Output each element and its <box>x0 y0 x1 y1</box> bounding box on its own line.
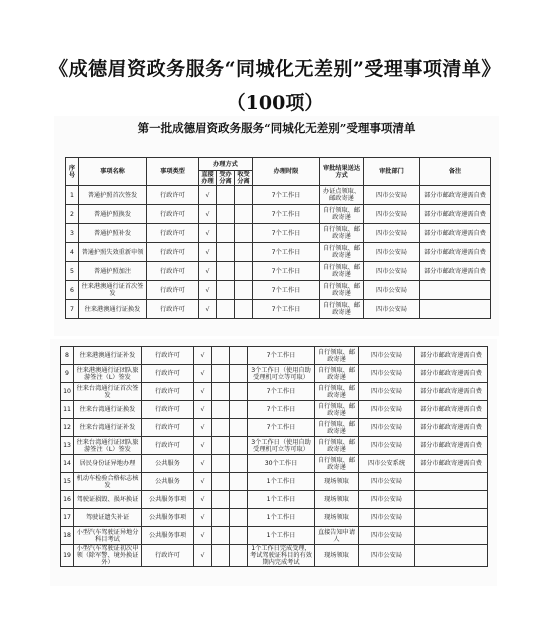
row-proxy-cell <box>212 545 230 567</box>
table-row <box>61 419 488 437</box>
table-row <box>61 455 488 473</box>
row-no: 2 <box>66 205 79 224</box>
table-body-part-1 <box>66 186 491 319</box>
row-department: 四市公安局 <box>359 509 415 527</box>
row-no: 16 <box>61 491 74 509</box>
row-direct-check: √ <box>194 401 212 419</box>
row-proxy-cell <box>217 281 235 300</box>
header-direct: 直接办理 <box>199 171 217 186</box>
row-item-type: 行政许可 <box>147 262 199 281</box>
row-proxy-cell <box>217 300 235 319</box>
row-note <box>415 473 488 491</box>
row-proxy-cell <box>212 383 230 401</box>
row-proxy-cell <box>212 419 230 437</box>
row-collect-cell <box>235 243 253 262</box>
header-name: 事项名称 <box>79 158 147 186</box>
row-item-type: 行政许可 <box>142 383 194 401</box>
row-no: 3 <box>66 224 79 243</box>
row-item-name: 往来台湾通行证团队旅游签注（L）签发 <box>74 437 142 455</box>
page-title: 《成德眉资政务服务“同城化无差别”受理事项清单》 <box>49 58 501 80</box>
row-direct-check: √ <box>194 365 212 383</box>
row-delivery-method: 现场领取 <box>315 509 359 527</box>
row-collect-cell <box>230 491 248 509</box>
row-note: 部分市邮政寄递需自费 <box>420 205 491 224</box>
row-time-limit: 7个工作日 <box>248 347 315 365</box>
row-proxy-cell <box>212 401 230 419</box>
row-item-type: 公共服务事项 <box>142 509 194 527</box>
row-item-name: 普通护照换发 <box>79 205 147 224</box>
row-proxy-cell <box>217 243 235 262</box>
row-department: 四市公安局 <box>359 419 415 437</box>
table-row <box>66 262 491 281</box>
row-note: 部分市邮政寄递需自费 <box>415 383 488 401</box>
row-department: 四市公安系统 <box>359 455 415 473</box>
row-proxy-cell <box>212 473 230 491</box>
row-item-name: 往来台湾通行证补发 <box>74 419 142 437</box>
header-delivery: 审批结果送达方式 <box>320 158 364 186</box>
row-proxy-cell <box>212 437 230 455</box>
row-proxy-cell <box>217 186 235 205</box>
row-direct-check: √ <box>194 545 212 567</box>
row-department: 四市公安局 <box>364 224 420 243</box>
table-row <box>61 509 488 527</box>
row-time-limit: 1个工作日 <box>248 491 315 509</box>
row-time-limit: 7个工作日 <box>253 186 320 205</box>
table-row <box>66 186 491 205</box>
row-collect-cell <box>230 473 248 491</box>
row-delivery-method: 现场领取 <box>315 491 359 509</box>
table-row <box>61 347 488 365</box>
row-item-type: 行政许可 <box>147 224 199 243</box>
table-row <box>61 383 488 401</box>
row-delivery-method: 自行领取、邮政寄递 <box>315 437 359 455</box>
row-delivery-method: 自行领取、邮政寄递 <box>320 243 364 262</box>
row-department: 四市公安局 <box>359 527 415 545</box>
table-row <box>66 281 491 300</box>
row-item-name: 普通护照失效重新申领 <box>79 243 147 262</box>
row-note <box>415 509 488 527</box>
table-row <box>61 491 488 509</box>
row-item-type: 公共服务事项 <box>142 491 194 509</box>
row-proxy-cell <box>212 365 230 383</box>
row-item-name: 往来港澳通行证补发 <box>74 347 142 365</box>
row-direct-check: √ <box>194 455 212 473</box>
row-no: 19 <box>61 545 74 567</box>
row-note: 部分市邮政寄递需自费 <box>415 401 488 419</box>
row-note <box>415 545 488 567</box>
row-time-limit: 3个工作日（使用自助受理机可立等可取） <box>248 437 315 455</box>
row-note: 部分市邮政寄递需自费 <box>420 224 491 243</box>
row-direct-check: √ <box>194 437 212 455</box>
row-no: 17 <box>61 509 74 527</box>
table-title: 第一批成德眉资政务服务“同城化无差别”受理事项清单 <box>137 121 416 135</box>
row-delivery-method: 自行领取、邮政寄递 <box>320 205 364 224</box>
row-item-type: 公共服务 <box>142 473 194 491</box>
row-delivery-method: 现场领取 <box>315 545 359 567</box>
table-row <box>61 437 488 455</box>
header-proxy: 受办分离 <box>217 171 235 186</box>
row-time-limit: 1个工作日 <box>248 509 315 527</box>
row-note: 部分市邮政寄递需自费 <box>415 365 488 383</box>
row-item-type: 行政许可 <box>142 437 194 455</box>
row-time-limit: 7个工作日 <box>253 300 320 319</box>
row-note: 部分市邮政寄递需自费 <box>420 186 491 205</box>
row-department: 四市公安局 <box>359 473 415 491</box>
row-delivery-method: 自行领取、邮政寄递 <box>320 224 364 243</box>
row-department: 四市公安局 <box>364 281 420 300</box>
row-item-type: 公共服务事项 <box>142 527 194 545</box>
row-proxy-cell <box>212 491 230 509</box>
row-collect-cell <box>235 262 253 281</box>
row-department: 四市公安局 <box>359 347 415 365</box>
row-collect-cell <box>235 281 253 300</box>
items-table-part-2 <box>60 346 488 567</box>
row-item-type: 行政许可 <box>147 186 199 205</box>
row-collect-cell <box>230 347 248 365</box>
row-delivery-method: 自行领取、邮政寄递 <box>315 455 359 473</box>
table-body-part-2 <box>61 347 488 567</box>
row-note: 部分市邮政寄递需自费 <box>420 262 491 281</box>
row-collect-cell <box>230 527 248 545</box>
row-item-name: 普通护照首次签发 <box>79 186 147 205</box>
row-item-name: 往来港澳通行证换发 <box>79 300 147 319</box>
row-department: 四市公安局 <box>364 300 420 319</box>
row-no: 5 <box>66 262 79 281</box>
row-delivery-method: 自行领取、邮政寄递 <box>320 300 364 319</box>
row-item-name: 往来台湾通行证换发 <box>74 401 142 419</box>
row-note <box>415 491 488 509</box>
row-direct-check: √ <box>199 205 217 224</box>
items-table-part-1 <box>65 157 491 319</box>
row-delivery-method: 自行领取、邮政寄递 <box>315 347 359 365</box>
row-item-type: 行政许可 <box>142 545 194 567</box>
row-proxy-cell <box>217 205 235 224</box>
row-direct-check: √ <box>194 473 212 491</box>
row-direct-check: √ <box>194 347 212 365</box>
row-department: 四市公安局 <box>364 262 420 281</box>
row-item-name: 驾驶证遗失补证 <box>74 509 142 527</box>
page-subtitle: （100项） <box>226 92 324 114</box>
row-item-name: 驾驶证损毁、损坏换证 <box>74 491 142 509</box>
row-note: 部分市邮政寄递需自费 <box>415 437 488 455</box>
row-proxy-cell <box>212 455 230 473</box>
table-row <box>66 224 491 243</box>
row-collect-cell <box>230 455 248 473</box>
header-method: 办理方式 <box>199 158 253 171</box>
row-collect-cell <box>235 205 253 224</box>
table-row <box>61 527 488 545</box>
row-department: 四市公安局 <box>359 491 415 509</box>
row-time-limit: 30个工作日 <box>248 455 315 473</box>
row-time-limit: 7个工作日 <box>248 401 315 419</box>
row-direct-check: √ <box>194 527 212 545</box>
row-collect-cell <box>230 437 248 455</box>
row-direct-check: √ <box>199 224 217 243</box>
row-delivery-method: 现场领取 <box>315 473 359 491</box>
row-note <box>415 527 488 545</box>
row-direct-check: √ <box>199 243 217 262</box>
row-department: 四市公安局 <box>359 437 415 455</box>
row-time-limit: 7个工作日 <box>248 419 315 437</box>
row-time-limit: 7个工作日 <box>253 224 320 243</box>
row-department: 四市公安局 <box>364 186 420 205</box>
row-item-type: 行政许可 <box>147 281 199 300</box>
row-collect-cell <box>230 545 248 567</box>
row-time-limit: 7个工作日 <box>253 262 320 281</box>
row-delivery-method: 自行领取、邮政寄递 <box>315 383 359 401</box>
row-direct-check: √ <box>194 419 212 437</box>
row-item-type: 行政许可 <box>142 419 194 437</box>
row-delivery-method: 自行领取、邮政寄递 <box>320 281 364 300</box>
row-item-name: 普通护照加注 <box>79 262 147 281</box>
row-department: 四市公安局 <box>364 205 420 224</box>
row-direct-check: √ <box>194 509 212 527</box>
row-delivery-method: 自行领取、邮政寄递 <box>315 401 359 419</box>
row-no: 1 <box>66 186 79 205</box>
table-row <box>61 473 488 491</box>
row-direct-check: √ <box>199 281 217 300</box>
row-time-limit: 7个工作日 <box>253 243 320 262</box>
row-item-type: 行政许可 <box>142 347 194 365</box>
row-time-limit: 1个工作日完成受理，考试驾驶证科目的有效期内完成考试 <box>248 545 315 567</box>
row-direct-check: √ <box>199 300 217 319</box>
row-department: 四市公安局 <box>359 365 415 383</box>
table-row <box>61 401 488 419</box>
row-item-name: 小型汽车驾驶证初次申领（除军警、境外换证外） <box>74 545 142 567</box>
row-item-name: 往来港澳通行证首次签发 <box>79 281 147 300</box>
row-time-limit: 1个工作日 <box>248 473 315 491</box>
row-no: 10 <box>61 383 74 401</box>
row-no: 7 <box>66 300 79 319</box>
header-time: 办理时限 <box>253 158 320 186</box>
row-proxy-cell <box>212 509 230 527</box>
row-department: 四市公安局 <box>359 383 415 401</box>
row-item-type: 行政许可 <box>147 243 199 262</box>
row-delivery-method: 自行领取、邮政寄递 <box>320 262 364 281</box>
row-collect-cell <box>230 509 248 527</box>
header-dept: 审批部门 <box>364 158 420 186</box>
row-item-type: 公共服务 <box>142 455 194 473</box>
table-row <box>66 205 491 224</box>
row-collect-cell <box>230 365 248 383</box>
row-delivery-method: 直接告知申请人 <box>315 527 359 545</box>
row-no: 9 <box>61 365 74 383</box>
row-item-name: 机动车检验合格标志核发 <box>74 473 142 491</box>
row-no: 13 <box>61 437 74 455</box>
row-item-name: 居民身份证异地办理 <box>74 455 142 473</box>
row-department: 四市公安局 <box>364 243 420 262</box>
row-item-type: 行政许可 <box>147 300 199 319</box>
row-collect-cell <box>235 224 253 243</box>
row-no: 4 <box>66 243 79 262</box>
row-collect-cell <box>230 383 248 401</box>
row-time-limit: 7个工作日 <box>253 281 320 300</box>
row-no: 6 <box>66 281 79 300</box>
row-direct-check: √ <box>199 262 217 281</box>
row-no: 18 <box>61 527 74 545</box>
row-note: 部分市邮政寄递需自费 <box>420 243 491 262</box>
table-row <box>61 545 488 567</box>
row-item-type: 行政许可 <box>147 205 199 224</box>
row-note <box>420 300 491 319</box>
row-time-limit: 7个工作日 <box>248 383 315 401</box>
row-direct-check: √ <box>194 383 212 401</box>
row-delivery-method: 办证点领取、邮政寄递 <box>320 186 364 205</box>
row-time-limit: 1个工作日 <box>248 527 315 545</box>
row-delivery-method: 自行领取、邮政寄递 <box>315 365 359 383</box>
row-no: 11 <box>61 401 74 419</box>
row-proxy-cell <box>212 347 230 365</box>
row-time-limit: 7个工作日 <box>253 205 320 224</box>
row-proxy-cell <box>217 224 235 243</box>
row-collect-cell <box>230 401 248 419</box>
row-no: 12 <box>61 419 74 437</box>
row-time-limit: 3个工作日（使用自助受理机可立等可取） <box>248 365 315 383</box>
table-row <box>66 300 491 319</box>
header-note: 备注 <box>420 158 491 186</box>
row-no: 8 <box>61 347 74 365</box>
row-proxy-cell <box>212 527 230 545</box>
table-row <box>61 365 488 383</box>
row-department: 四市公安局 <box>359 545 415 567</box>
table-row <box>66 243 491 262</box>
row-no: 15 <box>61 473 74 491</box>
row-note <box>420 281 491 300</box>
row-collect-cell <box>230 419 248 437</box>
row-note: 部分市邮政寄递需自费 <box>415 455 488 473</box>
row-item-name: 小型汽车驾驶证异地分科目考试 <box>74 527 142 545</box>
row-item-name: 往来港澳通行证团队旅游签注（L）签发 <box>74 365 142 383</box>
row-item-type: 行政许可 <box>142 365 194 383</box>
row-collect-cell <box>235 300 253 319</box>
row-direct-check: √ <box>199 186 217 205</box>
row-department: 四市公安局 <box>359 401 415 419</box>
row-proxy-cell <box>217 262 235 281</box>
header-collect: 收受分离 <box>235 171 253 186</box>
row-collect-cell <box>235 186 253 205</box>
row-item-name: 往来台湾通行证首次签发 <box>74 383 142 401</box>
row-no: 14 <box>61 455 74 473</box>
row-direct-check: √ <box>194 491 212 509</box>
header-no: 序号 <box>66 158 79 186</box>
header-type: 事项类型 <box>147 158 199 186</box>
row-delivery-method: 自行领取、邮政寄递 <box>315 419 359 437</box>
row-item-type: 行政许可 <box>142 401 194 419</box>
row-item-name: 普通护照补发 <box>79 224 147 243</box>
row-note: 部分市邮政寄递需自费 <box>415 347 488 365</box>
row-note: 部分市邮政寄递需自费 <box>415 419 488 437</box>
